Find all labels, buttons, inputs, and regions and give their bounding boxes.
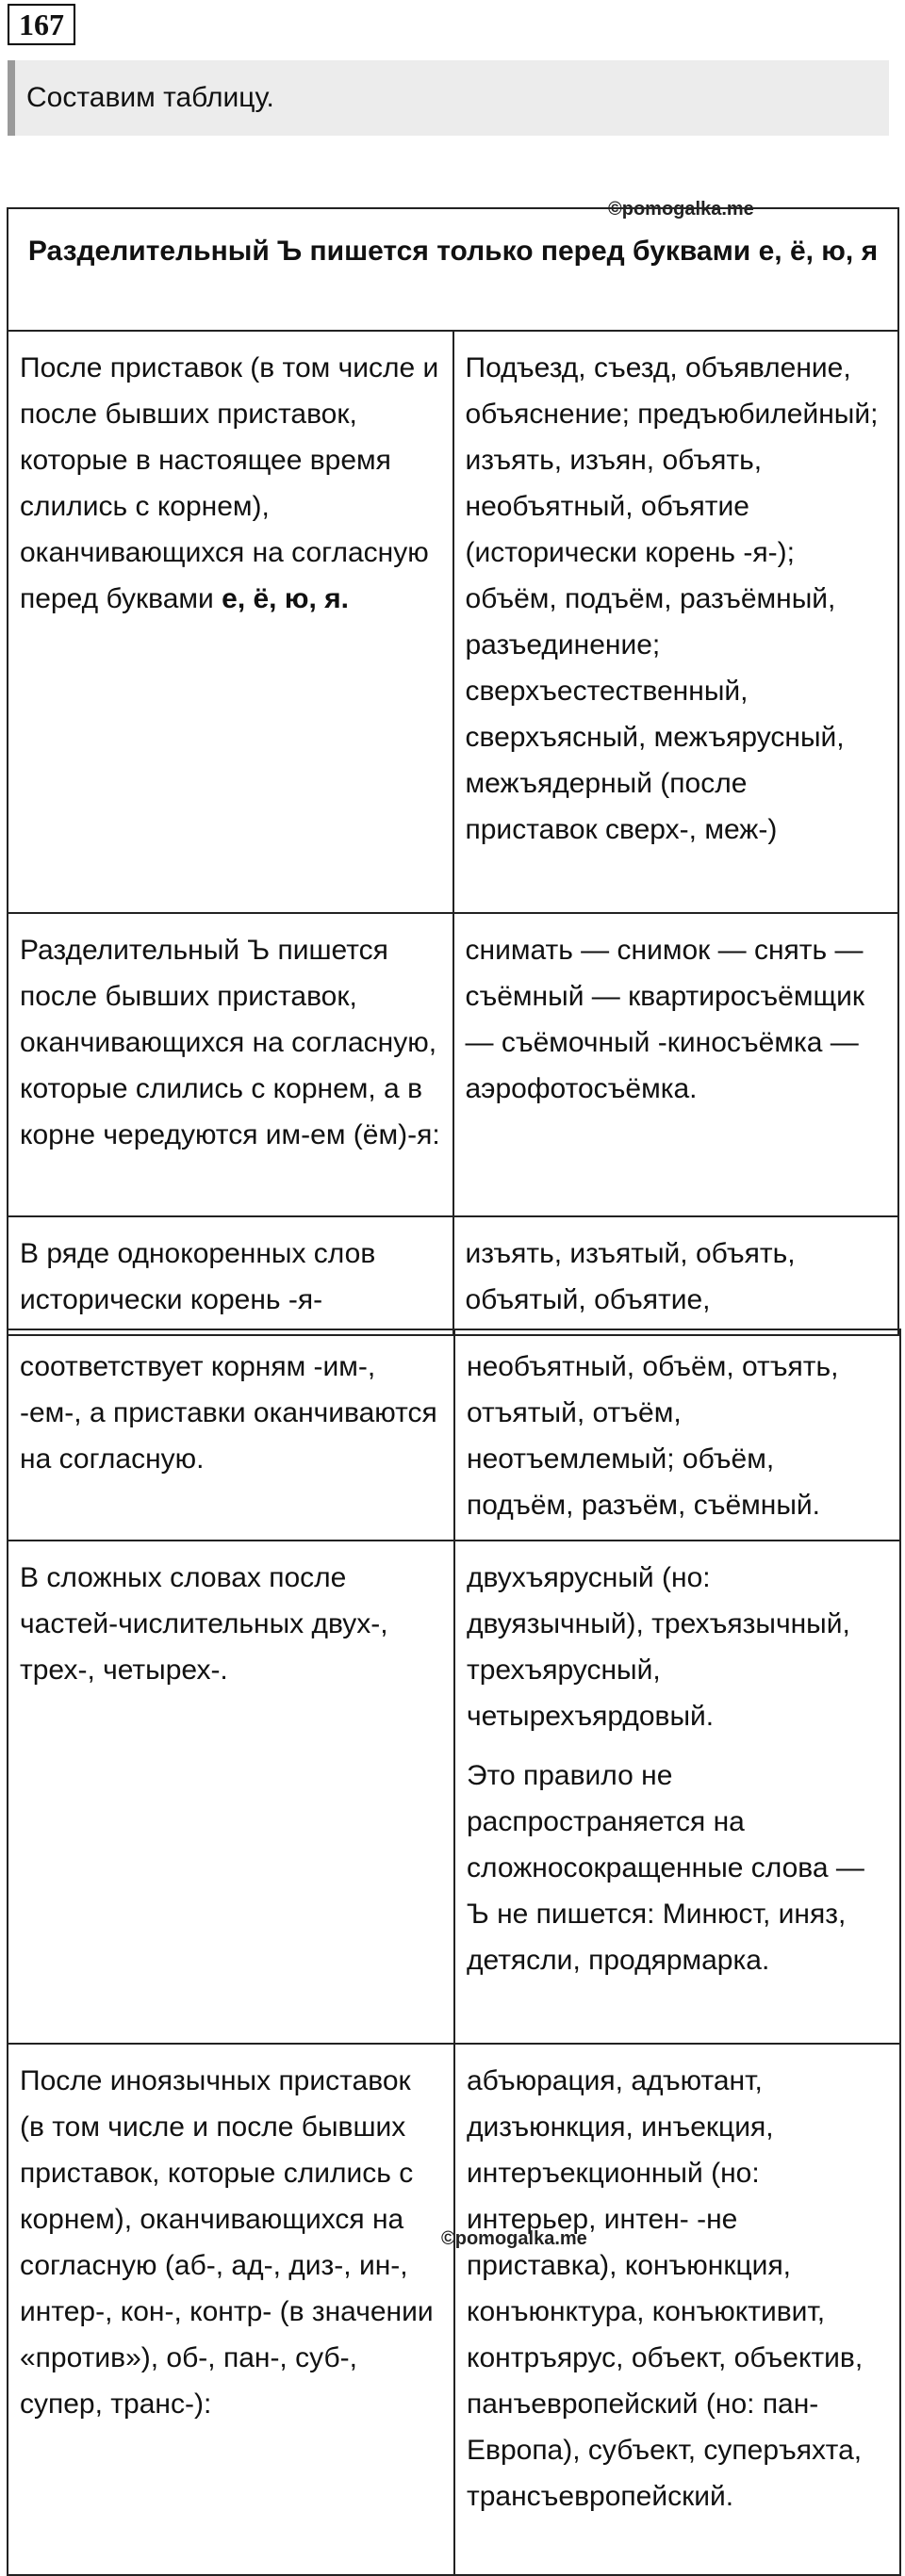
watermark-middle: ©pomogalka.me bbox=[441, 2228, 587, 2249]
intro-banner: Составим таблицу. bbox=[8, 60, 889, 136]
row4-condition: В сложных словах после частей-числительных двух-, трех-, четырех-. bbox=[8, 1541, 454, 2044]
table-row bbox=[8, 1329, 900, 1541]
row1-examples: Подъезд, съезд, объявление, объяснение; предъюбилейный; изъять, изъян, объять, необъятный, объятие (исторически корень -я-); объём, подъём, разъёмный, разъединение; сверхъестественный, сверхъясный, межъярусный, межъядерный (после приставок сверх-, меж-) bbox=[453, 331, 899, 913]
row3-examples-end: необъятный, объём, отъять, отъятый, отъём, неотъемлемый; объём, подъём, разъём, съёмный. bbox=[454, 1329, 900, 1541]
table-row bbox=[8, 2044, 900, 2575]
row4-examples-list: двухъярусный (но: двуязычный), трехъязычный, трехъярусный, четырехъярдовый. bbox=[467, 1562, 850, 1732]
table-row bbox=[8, 1216, 898, 1335]
row4-exception-note: Это правило не распространяется на сложносокращенные слова — Ъ не пишется: Минюст, иняз, детясли, продярмарка. bbox=[467, 1760, 864, 1976]
row1-condition-letters: е, ё, ю, я. bbox=[222, 583, 349, 614]
rules-table-part-2 bbox=[7, 1329, 901, 2576]
table-row bbox=[8, 1541, 900, 2044]
table-row bbox=[8, 331, 898, 913]
table-header: Разделительный Ъ пишется только перед буквами е, ё, ю, я bbox=[8, 208, 898, 331]
row3-condition-end: соответствует корням -им-, -ем-, а приставки оканчиваются на согласную. bbox=[8, 1329, 454, 1541]
row2-condition: Разделительный Ъ пишется после бывших приставок, оканчивающихся на согласную, которые слились с корнем, а в корне чередуются им-ем (ём)-я: bbox=[8, 913, 453, 1216]
table-header-row bbox=[8, 208, 898, 331]
row4-examples bbox=[454, 1541, 900, 2044]
row3-examples-start: изъять, изъятый, объять, объятый, объятие, bbox=[453, 1216, 899, 1335]
task-number: 167 bbox=[8, 4, 75, 45]
row1-condition-text: После приставок (в том числе и после бывших приставок, которые в настоящее время слились с корнем), оканчивающихся на согласную перед буквами bbox=[20, 352, 439, 614]
table-row bbox=[8, 913, 898, 1216]
row5-examples: абъюрация, адъютант, дизъюнкция, инъекция, интеръекционный (но: интерьер, интен- -не приставка), конъюнкция, конъюнктура, конъюктивит, контръярус, объект, объектив, панъевропейский (но: пан-Европа), субъект, суперъяхта, трансъевропейский. bbox=[454, 2044, 900, 2575]
row5-condition: После иноязычных приставок (в том числе и после бывших приставок, которые слились с корнем), оканчивающихся на согласную (аб-, ад-, диз-, ин-, интер-, кон-, контр- (в значении «против»), об-, пан-, суб-, супер, транс-): bbox=[8, 2044, 454, 2575]
rules-table-part-1 bbox=[7, 207, 899, 1336]
row2-examples: снимать — снимок — снять — съёмный — квартиросъёмщик — съёмочный -киносъёмка — аэрофотосъёмка. bbox=[453, 913, 899, 1216]
watermark-top: ©pomogalka.me bbox=[608, 199, 754, 220]
row3-condition-start: В ряде однокоренных слов исторически корень -я- bbox=[8, 1216, 453, 1335]
row1-condition bbox=[8, 331, 453, 913]
